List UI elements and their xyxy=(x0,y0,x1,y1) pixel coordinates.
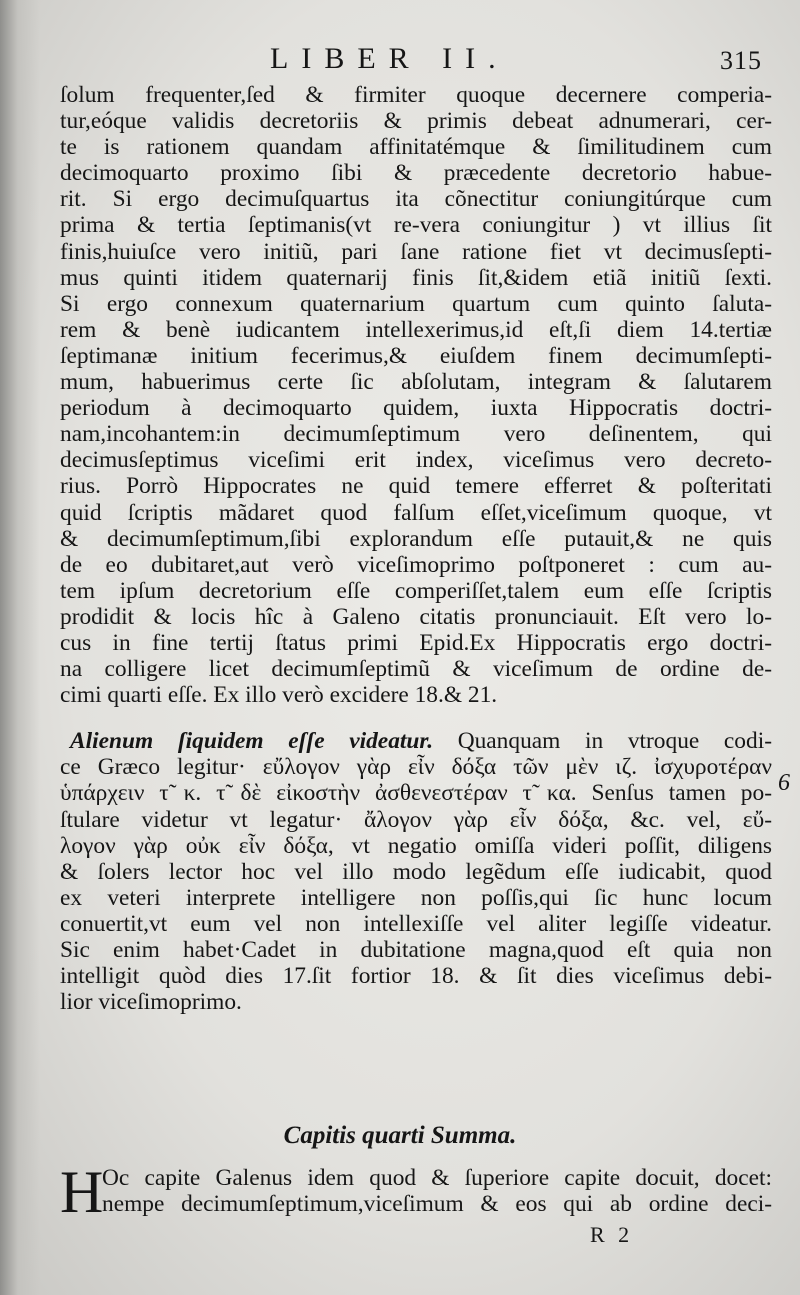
paragraph-2-commentary xyxy=(60,728,772,1015)
text-line: finis,huiuſce vero initiũ, pari ſane ratione fiet vt decimusſepti- xyxy=(60,238,772,265)
text-line: tur,eóque validis decretoriis & primis debeat adnumerari, cer- xyxy=(60,108,772,135)
text-line: rem & benè iudicantem intellexerimus,id eſt,ſi diem 14.tertiæ xyxy=(60,316,772,343)
text-line: ex veteri interprete intelligere non poſſis,qui ſic hunc locum xyxy=(60,884,772,911)
text-line: na colligere licet decimumſeptimũ & viceſimum de ordine de- xyxy=(60,656,772,683)
text-line: & decimumſeptimum,ſibi explorandum eſſe putauit,& ne quis xyxy=(60,525,772,552)
text-line: prodidit & locis hîc à Galeno citatis pronunciauit. Eſt vero lo- xyxy=(60,603,772,630)
text-line: tem ipſum decretorium eſſe comperiſſet,talem eum eſſe ſcriptis xyxy=(60,577,772,604)
paragraph-1 xyxy=(60,82,772,708)
text-line: quid ſcriptis mãdaret quod falſum eſſet,viceſimum quoque, vt xyxy=(60,499,772,526)
text-line: ſeptimanæ initium fecerimus,& eiuſdem finem decimumſepti- xyxy=(60,342,772,369)
text-line xyxy=(60,728,772,754)
text-line: rit. Si ergo decimuſquartus ita cõnectitur coniungitúrque cum xyxy=(60,186,772,213)
text-line: periodum à decimoquarto quidem, iuxta Hippocratis doctri- xyxy=(60,395,772,422)
page-gutter-shadow xyxy=(0,0,40,1295)
text-line: conuertit,vt eum vel non intellexiſſe vel aliter legiſſe videatur. xyxy=(60,910,772,937)
text-line: nam,incohantem:in decimumſeptimum vero deſinentem, qui xyxy=(60,421,772,448)
text-line: ce Græco legitur· εὔλογον γὰρ εἶν δόξα τῶν μὲν ιζ. ἰσχυροτέραν xyxy=(60,754,772,781)
text-line: ſtulare videtur vt legatur· ἄλογον γὰρ εἶν δόξα, &c. vel, εὔ- xyxy=(60,806,772,833)
text-line: rius. Porrò Hippocrates ne quid temere efferret & poſteritati xyxy=(60,473,772,500)
summary-paragraph xyxy=(60,1159,772,1225)
text-line: intelligit quòd dies 17.ſit fortior 18. & ſit dies viceſimus debi- xyxy=(60,963,772,990)
drop-cap: H xyxy=(60,1159,104,1225)
page-number: 315 xyxy=(720,46,762,75)
text-line: mus quinti itidem quaternarij finis ſit,&idem etiã initiũ ſexti. xyxy=(60,264,772,291)
text-line: ſolum frequenter,ſed & firmiter quoque decernere comperia- xyxy=(60,82,772,108)
main-text xyxy=(60,82,772,1015)
text-line: cus in fine tertij ſtatus primi Epid.Ex Hippocratis ergo doctri- xyxy=(60,629,772,656)
text-line: Sic enim habet·Cadet in dubitatione magna,quod eſt quia non xyxy=(60,937,772,963)
text-line: Si ergo connexum quaternarium quartum cum quinto ſaluta- xyxy=(60,290,772,317)
section-heading: Capitis quarti Summa. xyxy=(283,1122,517,1149)
text-line: cimi quarti eſſe. Ex illo verò excidere 18.& 21. xyxy=(60,682,498,709)
page-header xyxy=(0,40,800,80)
text-line: ὑπάρχειν τ̃ κ. τ̃ δὲ εἰκοστὴν ἀσθενεστέραν τ̃ κα. Senſus tamen po- xyxy=(60,780,772,807)
text-line: λογον γὰρ οὐκ εἶν δόξα, vt negatio omiſſa videri poſſit, diligens xyxy=(60,832,772,859)
text-line: decimoquarto proximo ſibi & præcedente decretorio habue- xyxy=(60,160,772,187)
text-line: Oc capite Galenus idem quod & ſuperiore capite docuit, docet: xyxy=(102,1165,772,1191)
text-line: de eo dubitaret,aut verò viceſimoprimo poſtponeret : cum au- xyxy=(60,551,772,578)
running-title: LIBER II. xyxy=(270,42,509,75)
text-line: mum, habuerimus certe ſic abſolutam, integram & ſalutarem xyxy=(60,369,772,396)
text-line: te is rationem quandam affinitatémque & ſimilitudinem cum xyxy=(60,134,772,161)
signature-mark: R 2 xyxy=(590,1222,634,1247)
text-line: & ſolers lector hoc vel illo modo legẽdum eſſe iudicabit, quod xyxy=(60,858,772,885)
text-line: nempe decimumſeptimum,viceſimum & eos qui ab ordine deci- xyxy=(102,1191,772,1218)
text-line-rest: Quanquam in vtroque codi- xyxy=(433,728,772,755)
text-line: lior viceſimoprimo. xyxy=(60,989,242,1016)
margin-note: 6 xyxy=(778,770,790,796)
text-line: prima & tertia ſeptimanis(vt re-vera coniungitur ) vt illius ſit xyxy=(60,212,772,239)
lemma: Alienum ſiquidem eſſe videatur. xyxy=(70,728,434,755)
text-line: decimusſeptimus viceſimi erit index, viceſimus vero decreto- xyxy=(60,447,772,474)
